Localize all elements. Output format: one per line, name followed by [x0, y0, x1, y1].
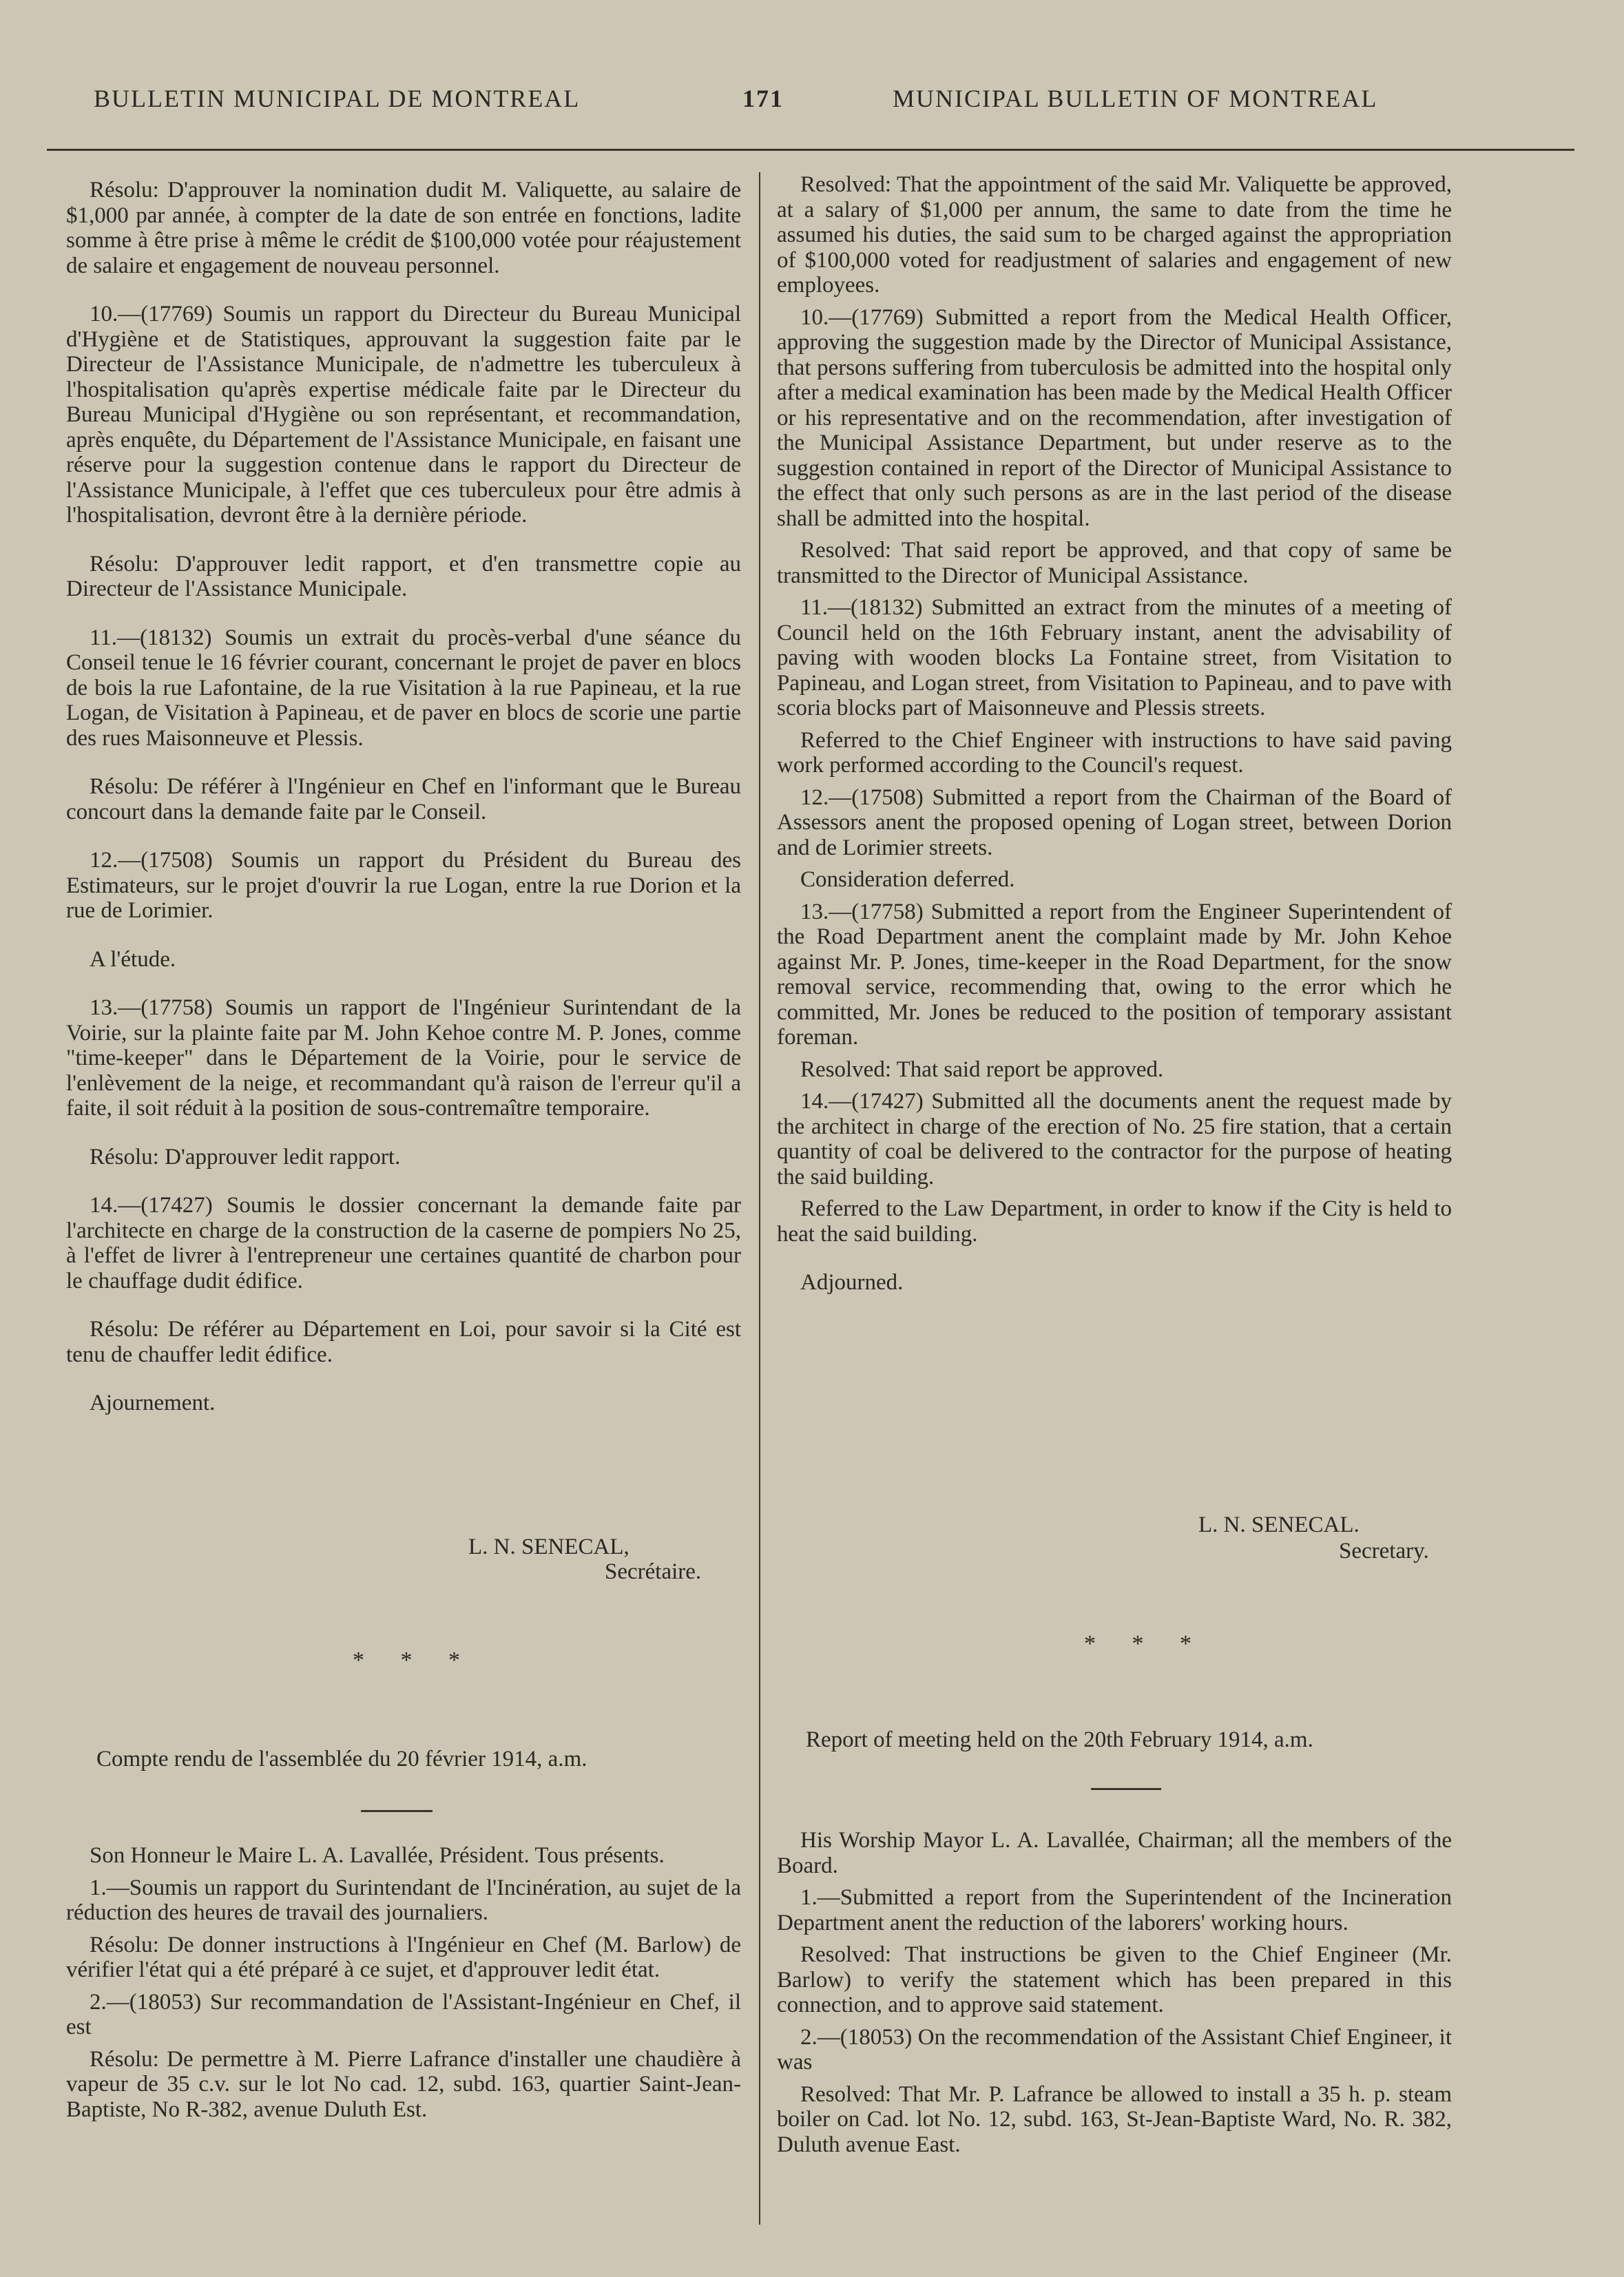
paragraph: 1.—Soumis un rapport du Surintendant de l'Incinération, au sujet de la réduction des heures de travail des journaliers. [66, 1875, 741, 1925]
paragraph: Résolu: De référer au Département en Loi, pour savoir si la Cité est tenu de chauffer ledit édifice. [66, 1317, 741, 1367]
paragraph: 14.—(17427) Submitted all the documents anent the request made by the architect in charge of the erection of No. 25 fire station, that a certain quantity of coal be delivered to the contractor for the purpose of heating the said building. [777, 1089, 1452, 1189]
paragraph: Resolved: That said report be approved. [800, 1057, 1164, 1082]
paragraph: His Worship Mayor L. A. Lavallée, Chairman; all the members of the Board. [777, 1828, 1452, 1878]
french-short-rule [361, 1810, 433, 1812]
paragraph: A l'étude. [90, 946, 176, 972]
paragraph: 12.—(17508) Submitted a report from the Chairman of the Board of Assessors anent the proposed opening of Logan street, between Dorion and de Lorimier streets. [777, 784, 1452, 860]
paragraph: 12.—(17508) Soumis un rapport du Président du Bureau des Estimateurs, sur le projet d'ouvrir la rue Logan, entre la rue Dorion et la rue de Lorimier. [66, 848, 741, 923]
paragraph: Résolu: D'approuver ledit rapport, et d'en transmettre copie au Directeur de l'Assistance Municipale. [66, 551, 741, 601]
column-divider [759, 172, 760, 2225]
paragraph: 11.—(18132) Soumis un extrait du procès-verbal d'une séance du Conseil tenue le 16 février courant, concernant le projet de paver en blocs de bois la rue Lafontaine, de la rue Visitation à la rue Papineau, et la rue Logan, de Visitation à Papineau, et de paver en blocs de scorie une partie des rues Maisonneuve et Plessis. [66, 625, 741, 751]
paragraph: Résolu: De permettre à M. Pierre Lafrance d'installer une chaudière à vapeur de 35 c.v. sur le lot No cad. 12, subd. 163, quartier Saint-Jean-Baptiste, No R-382, avenue Duluth Est. [66, 2046, 741, 2122]
paragraph: Referred to the Chief Engineer with instructions to have said paving work performed according to the Council's request. [777, 727, 1452, 778]
paragraph: 1.—Submitted a report from the Superintendent of the Incineration Department anent the reduction of the laborers' working hours. [777, 1885, 1452, 1935]
french-column-top [66, 178, 741, 1416]
paragraph: 13.—(17758) Submitted a report from the Engineer Superintendent of the Road Department anent the complaint made by Mr. John Kehoe against Mr. P. Jones, time-keeper in the Road Department, for the snow removal service, recommending that, owing to the error which he committed, Mr. Jones be reduced to the position of temporary assistant foreman. [777, 899, 1452, 1050]
paragraph: 2.—(18053) On the recommendation of the Assistant Chief Engineer, it was [777, 2024, 1452, 2075]
english-signature-title: Secretary. [1339, 1539, 1429, 1563]
paragraph: Ajournement. [90, 1391, 216, 1415]
paragraph: Referred to the Law Department, in order to know if the City is held to heat the said building. [777, 1196, 1452, 1247]
paragraph: Son Honneur le Maire L. A. Lavallée, Président. Tous présents. [90, 1843, 665, 1868]
paragraph: Adjourned. [800, 1270, 904, 1295]
english-signature-name: L. N. SENECAL. [1198, 1512, 1360, 1537]
page-number: 171 [742, 85, 784, 112]
english-meeting-title: Report of meeting held on the 20th February 1914, a.m. [806, 1727, 1313, 1752]
english-column-bottom [777, 1828, 1452, 2157]
paragraph: Résolu: De donner instructions à l'Ingénieur en Chef (M. Barlow) de vérifier l'état qui a été préparé à ce sujet, et d'approuver ledit état. [66, 1932, 741, 1982]
french-signature-name: L. N. SENECAL, [468, 1535, 629, 1559]
paragraph: 2.—(18053) Sur recommandation de l'Assistant-Ingénieur en Chef, il est [66, 1989, 741, 2039]
paragraph: Resolved: That said report be approved, and that copy of same be transmitted to the Director of Municipal Assistance. [777, 538, 1452, 588]
paragraph: 10.—(17769) Submitted a report from the Medical Health Officer, approving the suggestion made by the Director of Municipal Assistance, that persons suffering from tuberculosis be admitted into the hospital only after a medical examination has been made by the Medical Health Officer or his representative and on the recommendation, after investigation of the Municipal Assistance Department, but under reserve as to the suggestion contained in report of the Director of Municipal Assistance to the effect that only such persons as are in the last period of the disease shall be admitted into the hospital. [777, 304, 1452, 531]
paragraph: 11.—(18132) Submitted an extract from the minutes of a meeting of Council held on the 16th February instant, anent the advisability of paving with wooden blocks La Fontaine street, from Visitation to Papineau, and Logan street, from Visitation to Papineau, and to pave with scoria blocks part of Maisonneuve and Plessis streets. [777, 595, 1452, 720]
header-english-title: MUNICIPAL BULLETIN OF MONTREAL [893, 85, 1378, 112]
english-short-rule [1091, 1788, 1161, 1790]
french-column-bottom [66, 1843, 741, 2122]
paragraph: Resolved: That instructions be given to the Chief Engineer (Mr. Barlow) to verify the statement which has been prepared in this connection, and to approve said statement. [777, 1942, 1452, 2017]
paragraph: Resolved: That the appointment of the said Mr. Valiquette be approved, at a salary of $1,000 per annum, the same to date from the time he assumed his duties, the said sum to be charged against the appropriation of $100,000 voted for readjustment of salaries and engagement of new employees. [777, 172, 1452, 298]
paragraph: Résolu: D'approuver ledit rapport. [90, 1144, 401, 1169]
paragraph: Résolu: De référer à l'Ingénieur en Chef en l'informant que le Bureau concourt dans la demande faite par le Conseil. [66, 774, 741, 824]
french-meeting-title: Compte rendu de l'assemblée du 20 février 1914, a.m. [96, 1747, 587, 1771]
page-header [0, 84, 1624, 132]
paragraph: Resolved: That Mr. P. Lafrance be allowed to install a 35 h. p. steam boiler on Cad. lot No. 12, subd. 163, St-Jean-Baptiste Ward, No. R. 382, Duluth avenue East. [777, 2081, 1452, 2157]
english-column-top [777, 172, 1452, 1296]
french-section-stars: * * * [353, 1647, 475, 1673]
english-section-stars: * * * [1084, 1631, 1207, 1656]
paragraph: 13.—(17758) Soumis un rapport de l'Ingénieur Surintendant de la Voirie, sur la plainte faite par M. John Kehoe contre M. P. Jones, comme "time-keeper" dans le Département de la Voirie, pour le service de l'enlèvement de la neige, et recommandant qu'à raison de l'erreur qu'il a faite, il soit réduit à la position de sous-contremaître temporaire. [66, 995, 741, 1121]
paragraph: Résolu: D'approuver la nomination dudit M. Valiquette, au salaire de $1,000 par année, à compter de la date de son entrée en fonctions, ladite somme à être prise à même le crédit de $100,000 votée pour réajustement de salaire et engagement de nouveau personnel. [66, 178, 741, 278]
french-signature-title: Secrétaire. [605, 1559, 702, 1584]
header-rule [47, 149, 1574, 151]
header-french-title: BULLETIN MUNICIPAL DE MONTREAL [94, 85, 581, 112]
paragraph: 10.—(17769) Soumis un rapport du Directeur du Bureau Municipal d'Hygiène et de Statistiques, approuvant la suggestion faite par le Directeur de l'Assistance Municipale, de n'admettre les tuberculeux à l'hospitalisation qu'après expertise médicale faite par le Directeur du Bureau Municipal d'Hygiène ou son représentant, et recommandation, après enquête, du Département de l'Assistance Municipale, en faisant une réserve pour la suggestion contenue dans le rapport du Directeur de l'Assistance Municipale, à l'effet que ces tuberculeux pour être admis à l'hospitalisation, devront être à la dernière période. [66, 302, 741, 528]
paragraph: 14.—(17427) Soumis le dossier concernant la demande faite par l'architecte en charge de la construction de la caserne de pompiers No 25, à l'effet de livrer à l'entrepreneur une certaines quantité de charbon pour le chauffage dudit édifice. [66, 1193, 741, 1293]
paragraph: Consideration deferred. [800, 867, 1015, 892]
